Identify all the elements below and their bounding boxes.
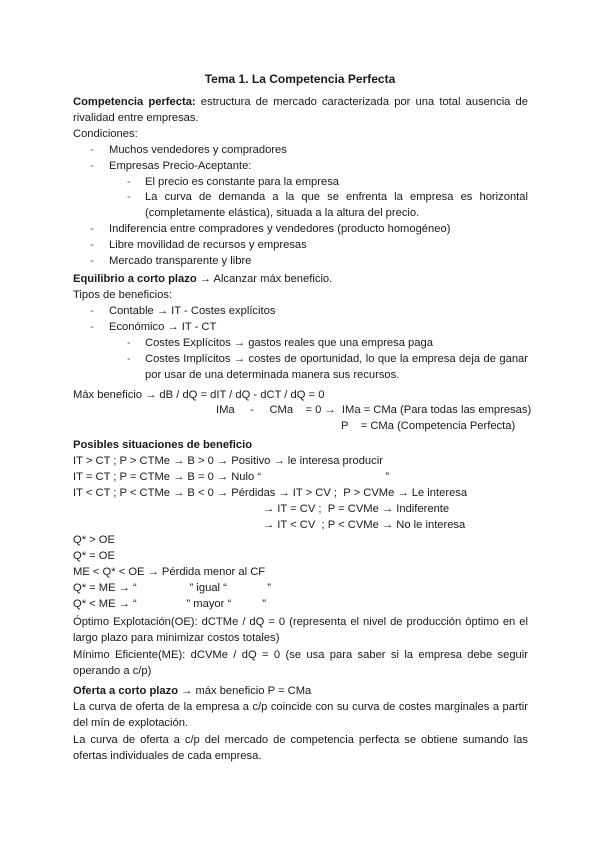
sub-bullet-dash: - (127, 353, 131, 365)
condition-item: Indiferencia entre compradores y vendedores (producto homogéneo) (109, 223, 451, 235)
equilibrio-heading: Equilibrio a corto plazo (73, 273, 197, 285)
definition-term: Competencia perfecta: (73, 96, 196, 108)
tipo-contable: Contable → IT - Costes explícitos (109, 305, 276, 317)
equilibrio-line (73, 272, 332, 287)
sub-bullet-dash: - (127, 337, 131, 349)
condition-item: Muchos vendedores y compradores (109, 144, 287, 156)
equilibrio-text: → Alcanzar máx beneficio. (196, 273, 333, 285)
condition-item: Libre movilidad de recursos y empresas (109, 239, 307, 251)
max-beneficio-formula: Máx beneficio → dB / dQ = dIT / dQ - dCT / dQ = 0 (73, 389, 325, 401)
oferta-paragraph-2: La curva de oferta a c/p del mercado de competencia perfecta se obtiene sumando las (73, 734, 528, 746)
definition-line-1 (73, 95, 528, 110)
q-line: ME < Q* < OE → Pérdida menor al CF (73, 566, 266, 578)
optimo-explotacion: Óptimo Explotación(OE): dCTMe / dQ = 0 (representa el nivel de producción óptimo en el (73, 616, 528, 628)
condition-subitem: El precio es constante para la empresa (145, 176, 340, 188)
costes-implicitos-cont: por usar de una determinada manera sus recursos. (145, 369, 400, 381)
max-beneficio-line-2: IMa - CMa = 0 → IMa = CMa (Para todas las empresas) (216, 404, 532, 416)
page-title: Tema 1. La Competencia Perfecta (204, 72, 396, 86)
situacion-line: IT < CT ; P < CTMe → B < 0 → Pérdidas → IT > CV ; P > CVMe → Le interesa (73, 487, 468, 499)
condition-subitem: La curva de demanda a la que se enfrenta la empresa es horizontal (145, 191, 528, 203)
q-line: Q* = ME → “ ” igual “ ” (73, 582, 271, 594)
sub-bullet-dash: - (127, 191, 131, 203)
oferta-line (73, 684, 311, 699)
oferta-paragraph-1-cont: del mín de explotación. (73, 717, 189, 729)
oferta-text: → máx beneficio P = CMa (178, 685, 312, 697)
q-line: Q* = OE (73, 550, 115, 562)
bullet-dash: - (90, 144, 94, 156)
situacion-line: → IT < CV ; P < CVMe → No le interesa (263, 519, 466, 531)
situacion-line: → IT = CV ; P = CVMe → Indiferente (263, 503, 450, 515)
minimo-eficiente-cont: operando a c/p) (73, 665, 152, 677)
condition-item: Empresas Precio-Aceptante: (109, 160, 252, 172)
definition-text: estructura de mercado caracterizada por una total ausencia de (195, 96, 528, 108)
bullet-dash: - (90, 160, 94, 172)
posibles-heading: Posibles situaciones de beneficio (73, 439, 253, 451)
sub-bullet-dash: - (127, 176, 131, 188)
situacion-line: IT = CT ; P = CTMe → B = 0 → Nulo “ ” (73, 471, 390, 483)
bullet-dash: - (90, 239, 94, 251)
tipo-economico: Económico → IT - CT (109, 321, 217, 333)
oferta-paragraph-1: La curva de oferta de la empresa a c/p coincide con su curva de costes marginales a partir (73, 701, 528, 713)
q-line: Q* > OE (73, 534, 115, 546)
situacion-line: IT > CT ; P > CTMe → B > 0 → Positivo → le interesa producir (73, 455, 383, 467)
costes-explicitos: Costes Explícitos → gastos reales que una empresa paga (145, 337, 433, 349)
costes-implicitos: Costes Implícitos → costes de oportunidad, lo que la empresa deja de ganar (145, 353, 528, 365)
optimo-explotacion-cont: largo plazo para minimizar costos totales) (73, 632, 280, 644)
max-beneficio-line-3: P = CMa (Competencia Perfecta) (341, 420, 516, 432)
bullet-dash: - (90, 223, 94, 235)
bullet-dash: - (90, 305, 94, 317)
conditions-heading: Condiciones: (73, 128, 138, 140)
tipos-heading: Tipos de beneficios: (73, 289, 173, 301)
oferta-heading: Oferta a corto plazo (73, 685, 179, 697)
condition-item: Mercado transparente y libre (109, 255, 252, 267)
bullet-dash: - (90, 255, 94, 267)
q-line: Q* < ME → “ ” mayor “ ” (73, 598, 267, 610)
definition-line-2: rivalidad entre empresas. (73, 112, 199, 124)
condition-subitem-cont: (completamente elástica), situada a la altura del precio. (145, 207, 420, 219)
oferta-paragraph-2-cont: ofertas individuales de cada empresa. (73, 750, 262, 762)
minimo-eficiente: Mínimo Eficiente(ME): dCVMe / dQ = 0 (se usa para saber si la empresa debe seguir (73, 649, 528, 661)
bullet-dash: - (90, 321, 94, 333)
